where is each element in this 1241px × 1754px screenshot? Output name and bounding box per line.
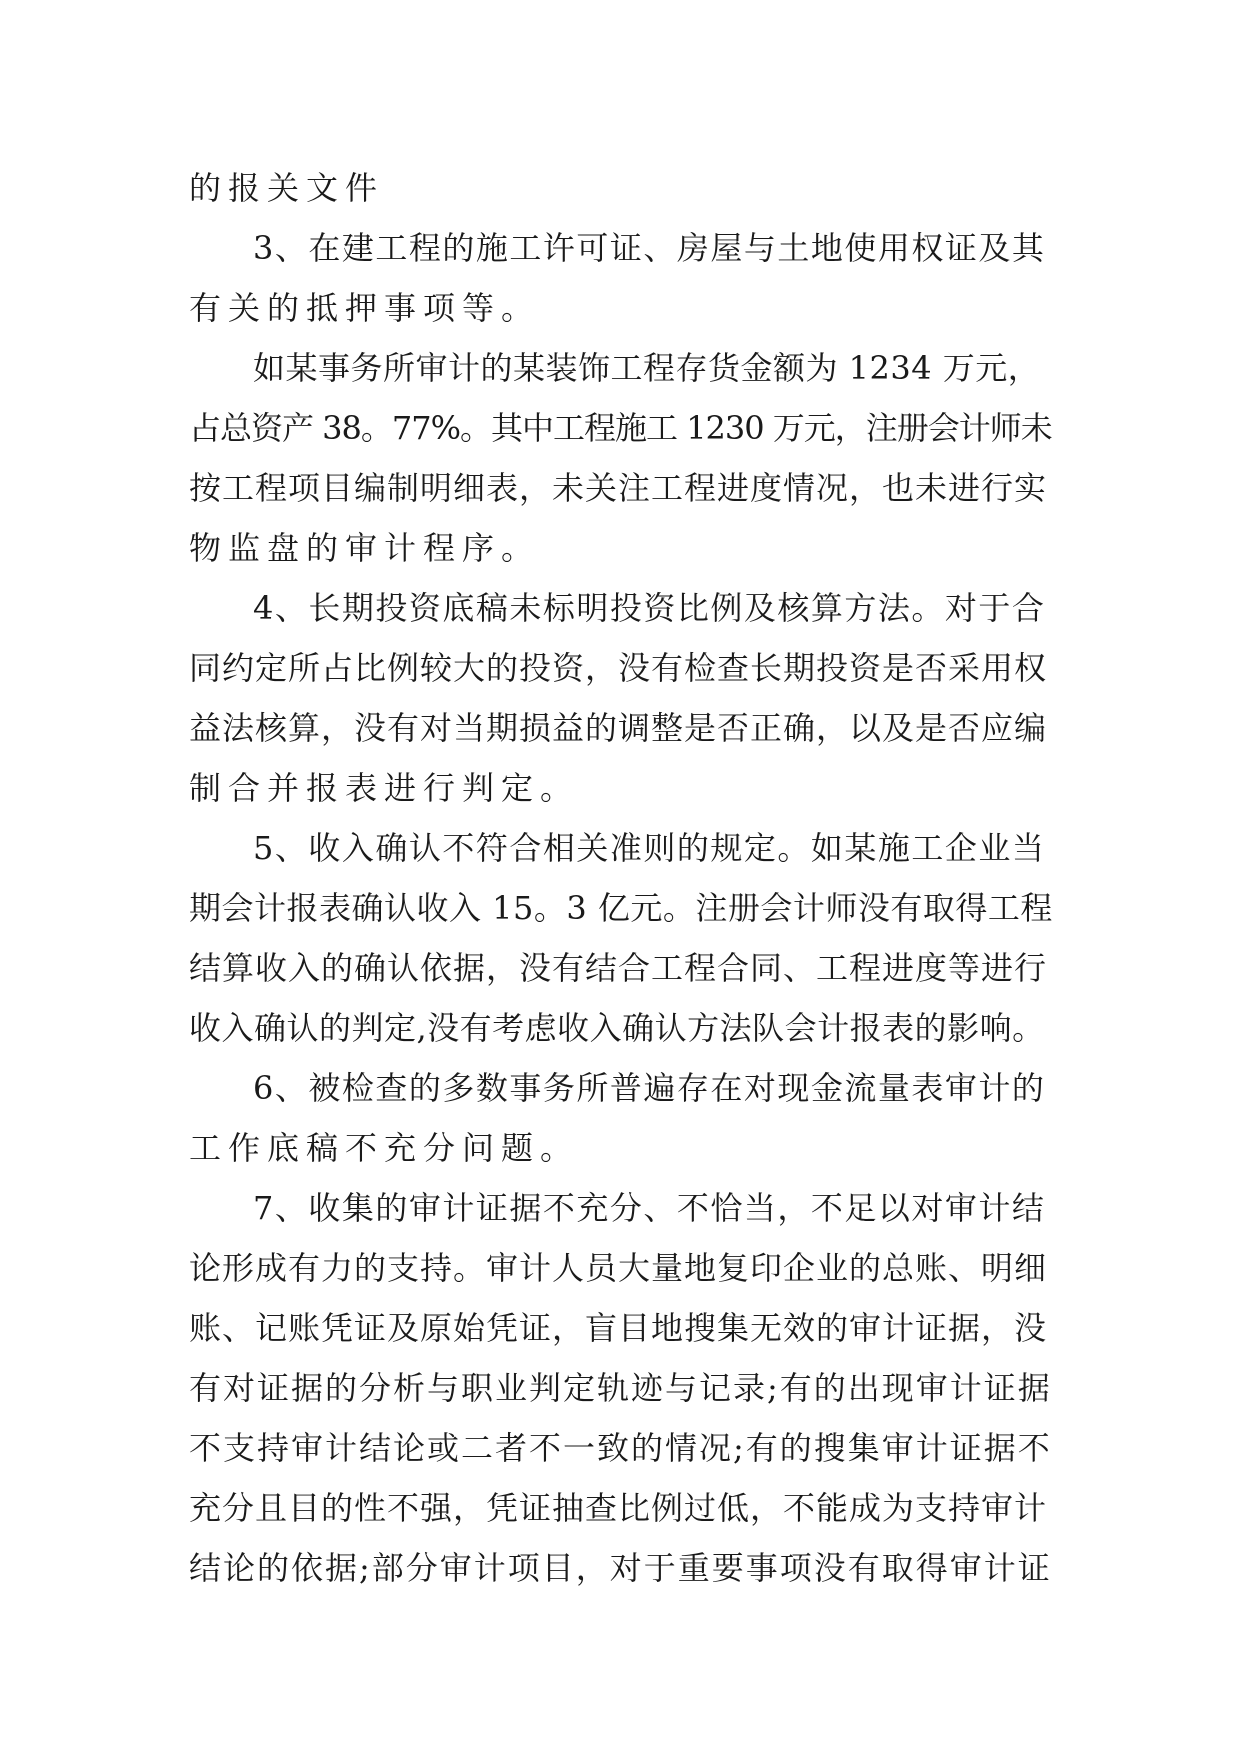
document-body bbox=[189, 158, 1053, 1598]
text-line: 有关的抵押事项等。 bbox=[189, 289, 541, 327]
paragraph-start-line: 如某事务所审计的某装饰工程存货金额为 1234 万元， bbox=[253, 349, 1041, 387]
text-line: 的报关文件 bbox=[189, 169, 385, 207]
text-line: 有对证据的分析与职业判定轨迹与记录;有的出现审计证据 bbox=[189, 1369, 1052, 1407]
text-line: 占总资产 38。77%。其中工程施工 1230 万元，注册会计师未 bbox=[189, 409, 1052, 447]
text-line: 充分且目的性不强，凭证抽查比例过低，不能成为支持审计 bbox=[189, 1489, 1048, 1527]
text-line: 益法核算，没有对当期损益的调整是否正确，以及是否应编 bbox=[189, 709, 1048, 747]
text-line: 结算收入的确认依据，没有结合工程合同、工程进度等进行 bbox=[189, 949, 1048, 987]
paragraph-start-line: 6、被检查的多数事务所普遍存在对现金流量表审计的 bbox=[253, 1069, 1046, 1107]
text-line: 结论的依据;部分审计项目，对于重要事项没有取得审计证 bbox=[189, 1549, 1052, 1587]
paragraph-start-line: 7、收集的审计证据不充分、不恰当，不足以对审计结 bbox=[253, 1189, 1046, 1227]
text-line: 不支持审计结论或二者不一致的情况;有的搜集审计证据不 bbox=[189, 1429, 1052, 1467]
text-line: 物监盘的审计程序。 bbox=[189, 529, 541, 567]
text-line: 收入确认的判定,没有考虑收入确认方法队会计报表的影响。 bbox=[189, 1009, 1045, 1047]
text-line: 期会计报表确认收入 15。3 亿元。注册会计师没有取得工程 bbox=[189, 889, 1053, 927]
paragraph-start-line: 5、收入确认不符合相关准则的规定。如某施工企业当 bbox=[253, 829, 1046, 867]
text-line: 制合并报表进行判定。 bbox=[189, 769, 580, 807]
text-line: 论形成有力的支持。审计人员大量地复印企业的总账、明细 bbox=[189, 1249, 1048, 1287]
text-line: 账、记账凭证及原始凭证，盲目地搜集无效的审计证据，没 bbox=[189, 1309, 1048, 1347]
text-line: 工作底稿不充分问题。 bbox=[189, 1129, 580, 1167]
paragraph-start-line: 4、长期投资底稿未标明投资比例及核算方法。对于合 bbox=[253, 589, 1046, 627]
paragraph-start-line: 3、在建工程的施工许可证、房屋与土地使用权证及其 bbox=[253, 229, 1046, 267]
text-line: 同约定所占比例较大的投资，没有检查长期投资是否采用权 bbox=[189, 649, 1048, 687]
text-line: 按工程项目编制明细表，未关注工程进度情况，也未进行实 bbox=[189, 469, 1048, 507]
